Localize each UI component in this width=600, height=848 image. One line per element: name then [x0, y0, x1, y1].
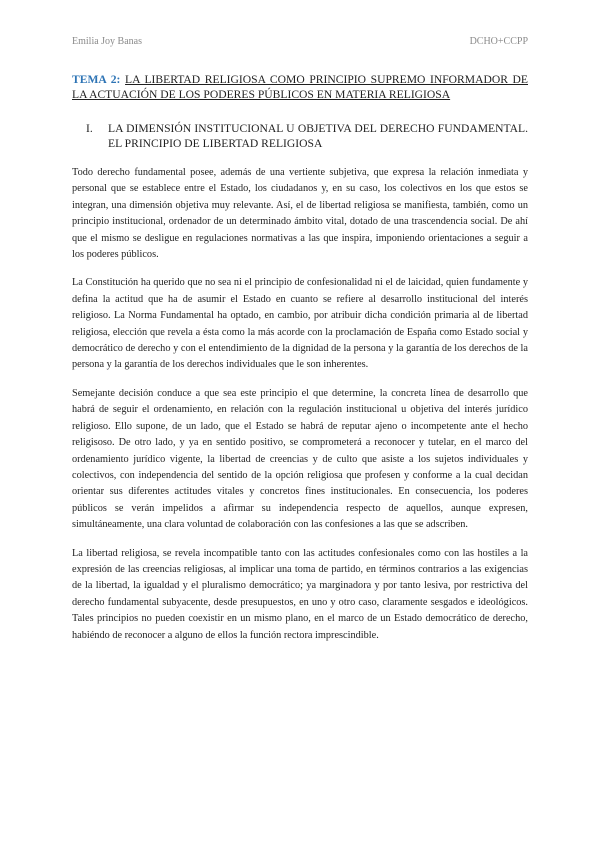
document-title [72, 72, 528, 102]
paragraph: Todo derecho fundamental posee, además de una vertiente subjetiva, que expresa la relación inmediata y personal que se establece entre el Estado, los ciudadanos y, en su caso, los colectivos en los que estos se integran, una dimensión objetiva muy relevante. Así, el de libertad religiosa se manifiesta, también, como un principio institucional, ordenador de un determinado ámbito vital, dotado de una trascendencia social. De ahí que el mismo se desligue en regulaciones normativas a las que inspira, imponiendo orientaciones a seguir a los poderes públicos. [72, 167, 528, 261]
paragraph: Semejante decisión conduce a que sea este principio el que determine, la concreta línea de desarrollo que habrá de seguir el ordenamiento, en relación con la regulación institucional u objetiva del interés jurídico religioso. Ello supone, de un lado, que el Estado se habrá de reputar ajeno o incompetente ante el hecho religisoso. De otro lado, y ya en sentido positivo, se comprometerá a reconocer y tutelar, en el marco del ordenamiento jurídico vigente, la libertad de creencias y de culto que asiste a los sujetos individuales y colectivos, con independencia del sentido de la opción religiosa que profesen y conforme a la cual decidan orientar sus diferentes actitudes vitales y concretos fines institucionales. En consecuencia, los poderes públicos se verán impelidos a afirmar su independencia respecto de aquellos, aunque expresen, simultáneamente, una clara voluntad de colaboración con las confesiones a las que se adscriben. [72, 387, 528, 531]
paragraph: La Constitución ha querido que no sea ni el principio de confesionalidad ni el de laicidad, quien fundamente y defina la actitud que ha de asumir el Estado en cuanto se refiere al desarrollo institucional del interés religioso. La Norma Fundamental ha optado, en cambio, por atribuir dicha condición primaria al de libertad religiosa, elección que revela a ésta como la más acorde con la proclamación de España como Estado social y democrático de derecho y con el entendimiento de la dignidad de la persona y la garantía de los derechos de la persona y la garantía de los derechos individuales que le son inherentes. [72, 277, 528, 371]
section-heading [86, 121, 528, 151]
section-number: I. [86, 122, 93, 135]
page-header [72, 36, 528, 47]
paragraph: La libertad religiosa, se revela incompatible tanto con las actitudes confesionales como con las hostiles a la expresión de las creencias religiosas, al implicar una toma de partido, en términos contrarios a las exigencias de la libertad, la igualdad y el pluralismo democrático; ya marginadora y por tanto lesiva, por restrictiva del derecho fundamental subyacente, desde presupuestos, en uno y otro caso, claramente sesgados e ideológicos. Tales principios no pueden coexistir en un mismo plano, en el marco de un Estado democrático de derecho, habiéndo de reconocer a alguno de ellos la función rectora imprescindible. [72, 547, 528, 641]
section-title: LA DIMENSIÓN INSTITUCIONAL U OBJETIVA DEL DERECHO FUNDAMENTAL. EL PRINCIPIO DE LIBERTAD RELIGIOSA [108, 122, 528, 150]
header-course: DCHO+CCPP [469, 36, 528, 47]
title-text: LA LIBERTAD RELIGIOSA COMO PRINCIPIO SUPREMO INFORMADOR DE LA ACTUACIÓN DE LOS PODERES PÚBLICOS EN MATERIA RELIGIOSA [72, 73, 529, 101]
document-body [72, 165, 528, 656]
title-label: TEMA 2: [72, 73, 121, 86]
header-author: Emilia Joy Banas [72, 36, 142, 47]
